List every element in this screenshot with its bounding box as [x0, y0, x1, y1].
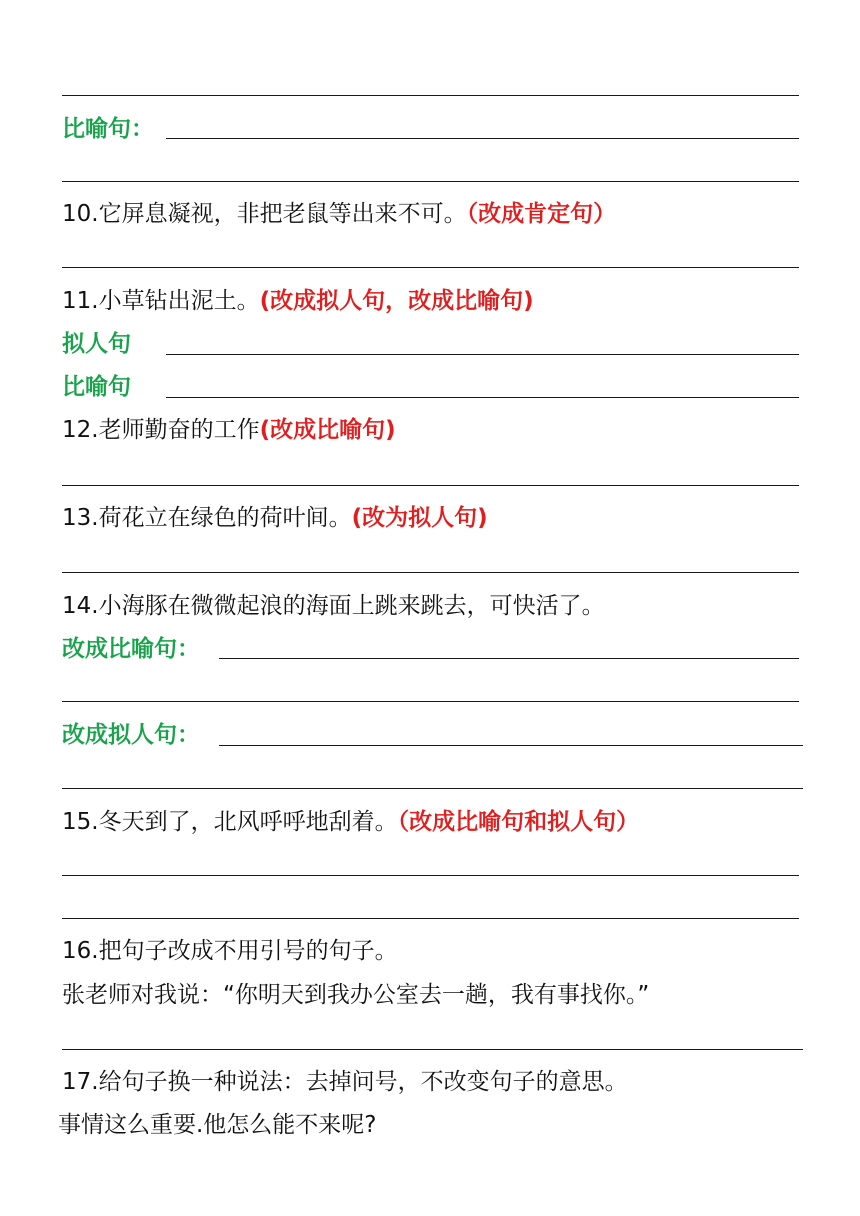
question-10 — [62, 199, 616, 229]
change-personify-label: 改成拟人句： — [62, 722, 200, 748]
question-15-text: 15.冬天到了，北风呼呼地刮着。 — [62, 809, 398, 835]
question-11-text: 11.小草钻出泥土。 — [62, 288, 260, 314]
question-10-instruction: （改成肯定句） — [466, 201, 617, 227]
answer-line[interactable] — [62, 788, 803, 789]
answer-line[interactable] — [62, 181, 799, 182]
question-10-text: 10.它屏息凝视，非把老鼠等出来不可。 — [62, 201, 467, 227]
answer-line[interactable] — [62, 572, 799, 573]
question-12 — [62, 415, 396, 445]
answer-line[interactable] — [219, 658, 799, 659]
question-16: 16.把句子改成不用引号的句子。 — [62, 938, 398, 964]
answer-line[interactable] — [62, 701, 799, 702]
question-17: 17.给句子换一种说法：去掉问号，不改变句子的意思。 — [62, 1069, 628, 1095]
question-12-text: 12.老师勤奋的工作 — [62, 417, 260, 443]
personify-label: 拟人句 — [62, 331, 131, 357]
answer-line[interactable] — [62, 1049, 803, 1050]
answer-line[interactable] — [166, 397, 799, 398]
question-14: 14.小海豚在微微起浪的海面上跳来跳去，可快活了。 — [62, 593, 605, 619]
question-15 — [62, 807, 639, 837]
metaphor-label: 比喻句： — [62, 116, 154, 142]
question-13-instruction: (改为拟人句) — [351, 505, 488, 531]
question-12-instruction: (改成比喻句) — [259, 417, 396, 443]
answer-line[interactable] — [166, 138, 799, 139]
question-13 — [62, 503, 488, 533]
question-11 — [62, 286, 534, 316]
answer-line[interactable] — [62, 485, 799, 486]
answer-line[interactable] — [62, 918, 799, 919]
answer-line[interactable] — [219, 745, 803, 746]
answer-line[interactable] — [62, 267, 799, 268]
answer-line[interactable] — [62, 875, 799, 876]
question-13-text: 13.荷花立在绿色的荷叶间。 — [62, 505, 352, 531]
answer-line[interactable] — [62, 95, 799, 96]
answer-line[interactable] — [166, 354, 799, 355]
question-11-instruction: (改成拟人句，改成比喻句) — [259, 288, 534, 314]
question-16-sentence: 张老师对我说：“你明天到我办公室去一趟，我有事找你。” — [62, 982, 650, 1008]
metaphor-label: 比喻句 — [62, 374, 131, 400]
change-metaphor-label: 改成比喻句： — [62, 636, 200, 662]
question-15-instruction: （改成比喻句和拟人句） — [397, 809, 640, 835]
question-17-sentence: 事情这么重要.他怎么能不来呢? — [58, 1112, 377, 1138]
